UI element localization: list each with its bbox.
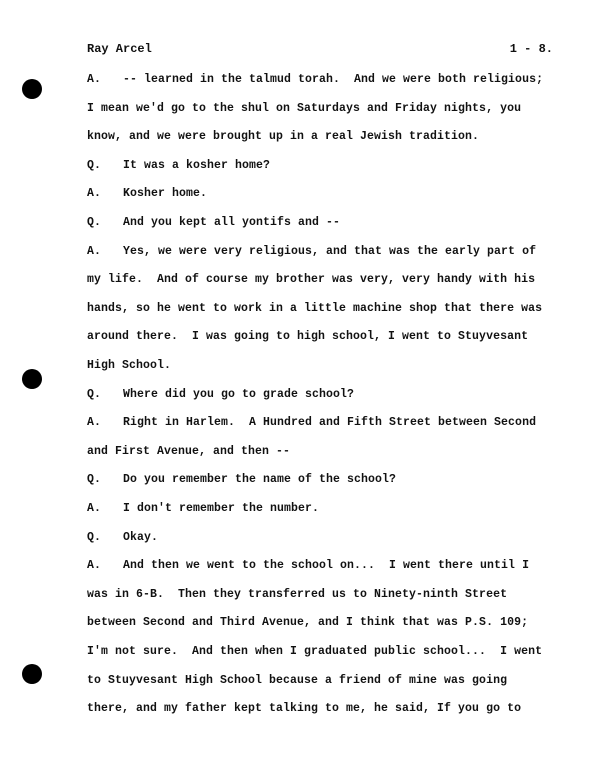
punch-hole-middle xyxy=(22,369,42,389)
transcript-line xyxy=(87,416,536,429)
transcript-line xyxy=(87,702,521,715)
line-text: High School. xyxy=(87,359,172,372)
line-text: And then we went to the school on... I went there until I xyxy=(123,559,530,573)
transcript-line xyxy=(87,159,270,172)
line-text: was in 6-B. Then they transferred us to Ninety-ninth Street xyxy=(87,587,508,601)
line-text: Yes, we were very religious, and that was the early part of xyxy=(123,244,537,258)
line-text: Right in Harlem. A Hundred and Fifth Street between Second xyxy=(123,416,537,430)
transcript-line xyxy=(87,330,528,343)
transcript-line xyxy=(87,359,171,372)
line-text: there, and my father kept talking to me, he said, If you go to xyxy=(87,702,522,716)
punch-hole-top xyxy=(22,79,42,99)
transcript-line xyxy=(87,645,542,658)
speaker-tag: A. xyxy=(87,502,102,515)
line-text: Where did you go to grade school? xyxy=(123,387,355,401)
line-text: hands, so he went to work in a little machine shop that there was xyxy=(87,301,543,315)
speaker-tag: A. xyxy=(87,73,102,86)
line-text: around there. I was going to high school, I went to Stuyvesant xyxy=(87,330,529,344)
transcript-line xyxy=(87,588,507,601)
punch-hole-bottom xyxy=(22,664,42,684)
speaker-tag: Q. xyxy=(87,473,102,487)
line-text: to Stuyvesant High School because a friend of mine was going xyxy=(87,673,508,687)
speaker-tag: A. xyxy=(87,187,102,201)
transcript-line xyxy=(87,216,340,229)
transcript-line xyxy=(87,559,529,572)
transcript-line xyxy=(87,445,290,458)
line-text: between Second and Third Avenue, and I think that was P.S. 109; xyxy=(87,616,529,630)
transcript-line xyxy=(87,130,479,143)
speaker-tag: A. xyxy=(87,559,102,573)
speaker-tag: A. xyxy=(87,244,102,258)
line-text: And you kept all yontifs and -- xyxy=(123,216,341,229)
line-text: and First Avenue, and then -- xyxy=(87,444,291,458)
transcript-line xyxy=(87,502,319,515)
page-number: 1 - 8. xyxy=(509,42,553,56)
transcript-line xyxy=(87,187,207,200)
transcript-line xyxy=(87,302,542,315)
header-name: Ray Arcel xyxy=(87,42,152,56)
transcript-line xyxy=(87,273,535,286)
line-text: -- learned in the talmud torah. And we were both religious; xyxy=(123,73,544,86)
speaker-tag: A. xyxy=(87,416,102,430)
transcript-line xyxy=(87,73,543,86)
speaker-tag: Q. xyxy=(87,530,102,544)
line-text: It was a kosher home? xyxy=(123,158,271,172)
line-text: my life. And of course my brother was very, very handy with his xyxy=(87,273,536,287)
line-text: I don't remember the number. xyxy=(123,502,320,515)
line-text: Kosher home. xyxy=(123,187,208,201)
transcript-line xyxy=(87,102,521,115)
transcript-line xyxy=(87,674,507,687)
line-text: Do you remember the name of the school? xyxy=(123,473,397,487)
line-text: I mean we'd go to the shul on Saturdays and Friday nights, you xyxy=(87,101,522,115)
speaker-tag: Q. xyxy=(87,158,102,172)
transcript-line xyxy=(87,616,528,629)
speaker-tag: Q. xyxy=(87,387,102,401)
line-text: I'm not sure. And then when I graduated public school... I went xyxy=(87,645,543,658)
transcript-line xyxy=(87,531,158,544)
transcript-line xyxy=(87,388,354,401)
speaker-tag: Q. xyxy=(87,216,102,229)
line-text: know, and we were brought up in a real Jewish tradition. xyxy=(87,130,480,144)
transcript-line xyxy=(87,245,536,258)
line-text: Okay. xyxy=(123,530,159,544)
transcript-line xyxy=(87,473,396,486)
